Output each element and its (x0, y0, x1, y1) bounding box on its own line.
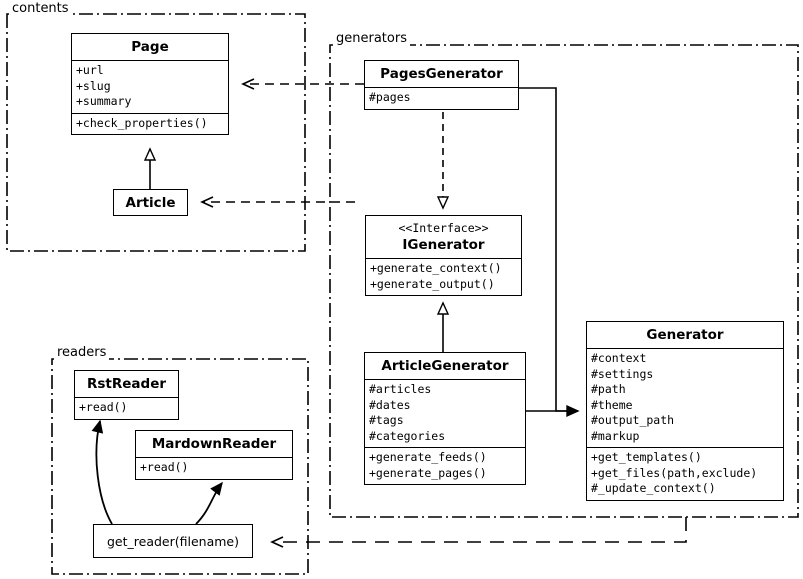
method: +read() (79, 400, 128, 414)
class-pages-generator-attributes (365, 87, 518, 109)
class-igenerator-stereotype: <<Interface>> (398, 221, 489, 235)
class-igenerator[interactable] (365, 215, 522, 296)
class-generator[interactable] (586, 321, 784, 501)
class-pages-generator[interactable] (364, 60, 519, 110)
method: +get_templates() (591, 450, 702, 464)
class-mardown-reader[interactable] (135, 430, 293, 480)
method: +generate_pages() (369, 465, 487, 480)
function-get-reader[interactable] (93, 524, 253, 558)
class-igenerator-title: IGenerator (402, 237, 485, 253)
class-igenerator-methods (366, 258, 521, 295)
attribute: #articles (369, 382, 432, 396)
attribute: #context (591, 351, 647, 365)
attribute: #settings (591, 366, 654, 381)
class-page[interactable] (71, 33, 229, 135)
class-article-generator-attributes (365, 379, 525, 447)
function-get-reader-label: get_reader(filename) (107, 533, 239, 549)
attribute: #dates (369, 397, 411, 412)
class-article[interactable] (113, 189, 188, 216)
method: +generate_output() (370, 276, 495, 291)
method: #_update_context() (591, 481, 716, 495)
class-rst-reader-methods (75, 397, 178, 419)
class-mardown-reader-title: MardownReader (151, 436, 277, 452)
attribute: #path (591, 382, 626, 396)
class-page-attributes (72, 60, 228, 113)
class-article-title: Article (125, 194, 176, 211)
method: +generate_feeds() (369, 450, 487, 464)
class-generator-methods (587, 447, 783, 500)
class-article-generator-methods (365, 447, 525, 484)
attribute: #categories (369, 428, 446, 443)
package-label-readers: readers (54, 346, 109, 360)
method: +get_files(path,exclude) (591, 465, 758, 480)
method: +read() (140, 460, 189, 474)
class-rst-reader[interactable] (74, 370, 179, 420)
class-generator-title: Generator (646, 327, 724, 343)
method: +check_properties() (76, 115, 208, 130)
class-page-methods (72, 113, 228, 135)
class-generator-attributes (587, 348, 783, 447)
attribute: #markup (591, 428, 640, 443)
attribute: #tags (369, 413, 404, 427)
attribute: #output_path (591, 413, 675, 427)
class-pages-generator-title: PagesGenerator (380, 66, 503, 82)
attribute: #theme (591, 397, 633, 412)
class-mardown-reader-methods (136, 457, 292, 479)
class-article-generator-title: ArticleGenerator (381, 358, 509, 374)
package-label-contents: contents (9, 2, 72, 16)
attribute: #pages (369, 90, 411, 104)
package-label-generators: generators (333, 32, 410, 46)
class-page-title: Page (131, 39, 169, 55)
class-article-generator[interactable] (364, 352, 526, 485)
attribute: +summary (76, 94, 132, 108)
method: +generate_context() (370, 261, 502, 275)
class-rst-reader-title: RstReader (86, 376, 167, 392)
attribute: +slug (76, 78, 111, 93)
attribute: +url (76, 63, 104, 77)
